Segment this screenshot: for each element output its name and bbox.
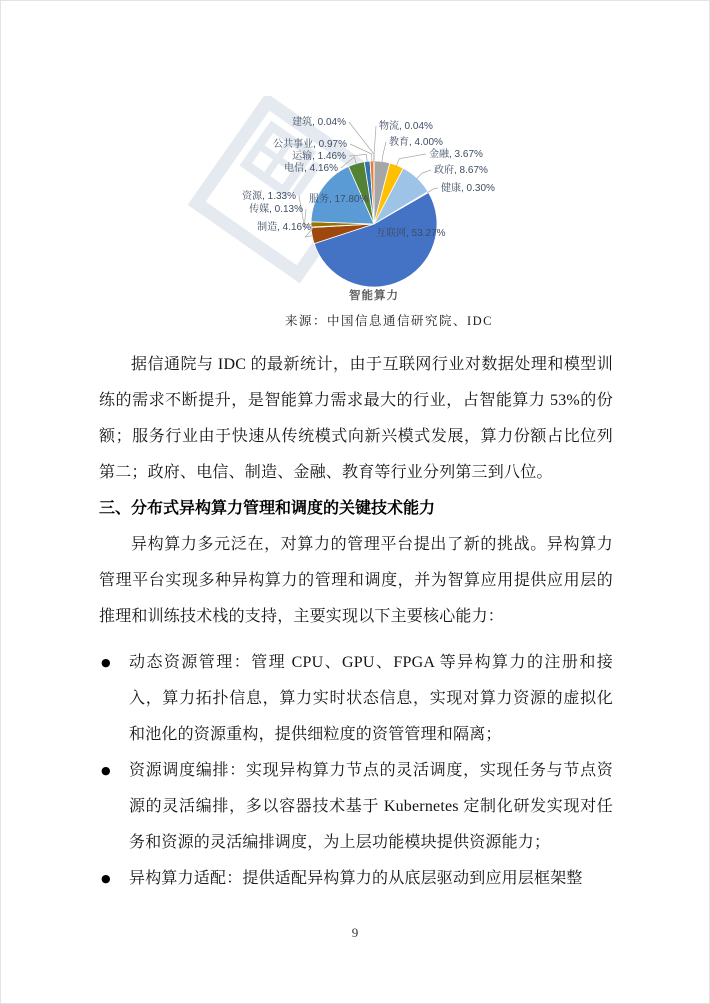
bullet-text: 异构算力适配：提供适配异构算力的从底层驱动到应用层框架整 <box>129 870 583 887</box>
industry-pie-chart <box>111 96 631 331</box>
leader-line-金融 <box>396 154 426 166</box>
bullet-text: 动态资源管理：管理 CPU、GPU、FPGA 等异构算力的注册和接入，算力拓扑信息，算力实时状态信息，实现对算力资源的虚拟化和池化的资源重构，提供细粒度的资管管理和隔离； <box>129 654 613 743</box>
bullet-icon: ● <box>101 656 111 669</box>
pie-label-电信: 电信, 4.16% <box>284 163 338 174</box>
paragraph-statistics: 据信通院与 IDC 的最新统计，由于互联网行业对数据处理和模型训练的需求不断提升，是智能算力需求最大的行业，占智能算力 53%的份额；服务行业由于快速从传统模式向新兴模式发展，算力份额占比位列第二；政府、电信、制造、金融、教育等行业分列第三到八位。 <box>99 356 613 481</box>
pie-label-政府: 政府, 8.67% <box>434 165 488 176</box>
paragraph-intro: 异构算力多元泛在，对算力的管理平台提出了新的挑战。异构算力管理平台实现多种异构算力的管理和调度，并为智算应用提供应用层的推理和训练技术栈的支持，主要实现以下主要核心能力： <box>99 536 613 625</box>
bullet-list <box>99 645 613 897</box>
page-number: 9 <box>351 925 359 940</box>
pie-label-运输: 运输, 1.46% <box>292 151 346 162</box>
pie-label-资源: 资源, 1.33% <box>242 191 296 202</box>
section-heading: 三、分布式异构算力管理和调度的关键技术能力 <box>99 500 436 517</box>
leader-line-物流 <box>374 126 376 162</box>
leader-line-健康 <box>427 188 438 193</box>
bullet-text: 资源调度编排：实现异构算力节点的灵活调度，实现任务与节点资源的灵活编排，多以容器技术基于 Kubernetes 定制化研发实现对任务和资源的灵活编排调度，为上层功能模块提供资源能力； <box>129 762 613 851</box>
pie-label-建筑: 建筑, 0.04% <box>292 117 346 128</box>
leader-line-政府 <box>417 170 431 179</box>
pie-label-制造: 制造, 4.16% <box>257 222 311 233</box>
pie-label-传媒: 传媒, 0.13% <box>249 204 303 215</box>
pie-chart-figure <box>111 96 631 331</box>
chart-title: 智能算力 <box>349 290 399 302</box>
document-body <box>99 347 613 897</box>
pie-label-健康: 健康, 0.30% <box>441 183 495 194</box>
bullet-item-scheduling <box>99 753 613 861</box>
bullet-icon: ● <box>101 764 111 777</box>
chart-source: 来源：中国信息通信研究院、IDC <box>284 314 494 328</box>
pie-label-公共事业: 公共事业, 0.97% <box>273 139 347 150</box>
pie-label-教育: 教育, 4.00% <box>389 137 443 148</box>
pie-label-服务: 服务, 17.80% <box>309 194 369 205</box>
bullet-icon: ● <box>101 872 111 885</box>
pie-label-金融: 金融, 3.67% <box>429 149 483 160</box>
pie-label-物流: 物流, 0.04% <box>379 121 433 132</box>
bullet-item-dynamic-resource <box>99 645 613 753</box>
pie-label-互联网: 互联网, 53.27% <box>376 228 446 239</box>
bullet-item-adaptation <box>99 861 613 897</box>
pie-slices <box>311 161 437 287</box>
leader-line-教育 <box>382 142 386 163</box>
